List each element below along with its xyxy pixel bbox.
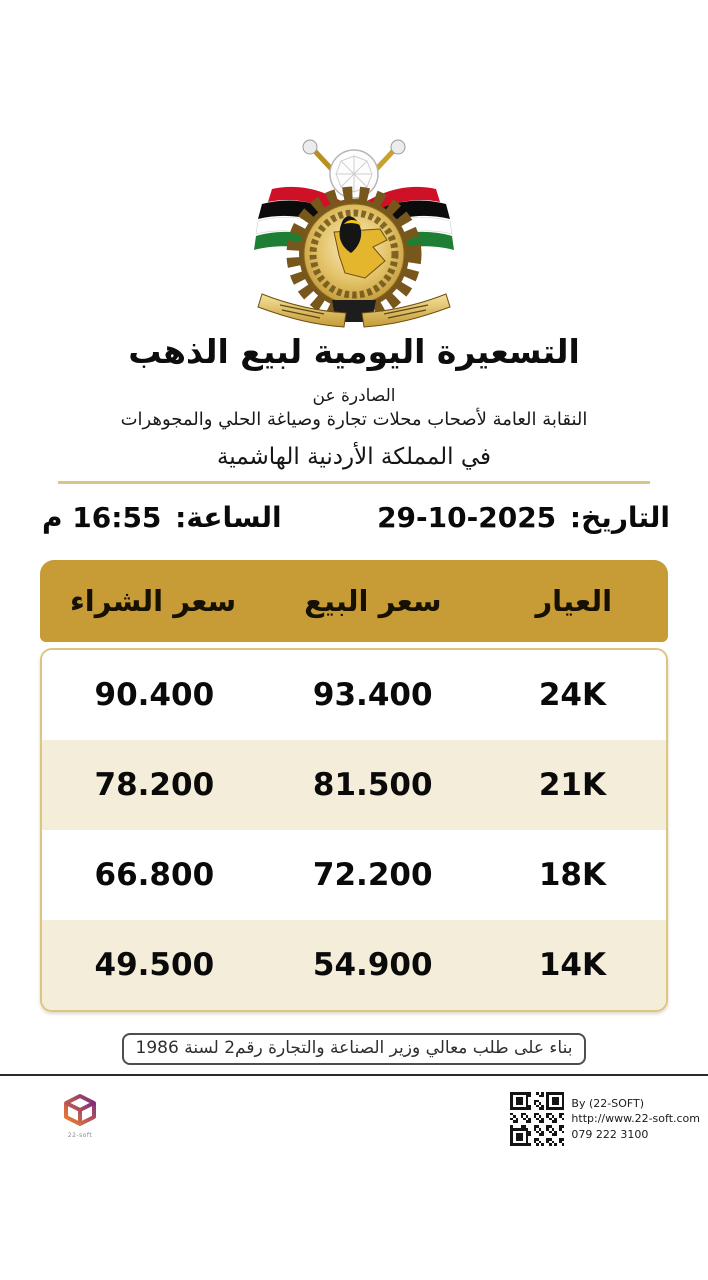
sell-price-cell: 54.900	[312, 947, 433, 983]
credit-phone: 079 222 3100	[571, 1127, 649, 1141]
qr-code	[508, 1090, 566, 1148]
footer	[0, 1084, 708, 1204]
karat-cell: 21K	[538, 767, 606, 803]
time-label: الساعة:	[175, 501, 282, 534]
date-value: 29-10-2025	[377, 501, 557, 534]
footer-divider	[0, 1074, 708, 1076]
developer-logo	[58, 1093, 102, 1139]
table-row-18k	[42, 830, 666, 920]
buy-price-cell: 78.200	[94, 767, 215, 803]
karat-cell: 14K	[538, 947, 606, 983]
buy-price-cell: 66.800	[94, 857, 215, 893]
diamond-icon	[330, 150, 378, 198]
karat-cell: 24K	[538, 677, 606, 713]
date-field	[373, 501, 670, 534]
table-row-24k	[42, 650, 666, 740]
gold-price-table	[40, 560, 668, 1012]
credit-text	[571, 1090, 700, 1142]
column-header-sell-price: سعر البيع	[304, 584, 442, 618]
buy-price-cell: 49.500	[94, 947, 215, 983]
gold-divider	[58, 481, 650, 484]
emblem-area	[0, 0, 708, 330]
sell-price-cell: 93.400	[312, 677, 433, 713]
sell-price-cell: 81.500	[312, 767, 433, 803]
column-header-karat: العيار	[535, 584, 613, 618]
karat-cell: 18K	[538, 857, 606, 893]
time-value: 16:55 م	[42, 501, 162, 534]
cube-logo-icon	[62, 1093, 98, 1127]
credit-website: http://www.22-soft.com	[571, 1112, 700, 1126]
date-label: التاريخ:	[569, 501, 670, 534]
date-time-row	[0, 501, 708, 534]
table-row-21k	[42, 740, 666, 830]
buy-price-cell: 90.400	[94, 677, 215, 713]
syndicate-emblem-logo	[246, 134, 462, 330]
page-title: التسعيرة اليومية لبيع الذهب	[128, 332, 580, 371]
ministry-note: بناء على طلب معالي وزير الصناعة والتجارة رقم2 لسنة 1986	[122, 1033, 587, 1065]
note-area	[0, 1033, 708, 1065]
table-body	[40, 648, 668, 1012]
table-row-14k	[42, 920, 666, 1010]
sell-price-cell: 72.200	[312, 857, 433, 893]
column-header-buy-price: سعر الشراء	[69, 584, 237, 618]
country-line: في المملكة الأردنية الهاشمية	[216, 444, 492, 470]
credit-by-line: By (22-SOFT)	[571, 1097, 645, 1110]
credit-block	[508, 1090, 700, 1148]
table-header-row	[40, 560, 668, 642]
developer-logo-caption: 22-soft	[67, 1132, 93, 1139]
issued-by-line: الصادرة عن	[312, 386, 396, 406]
organization-line: النقابة العامة لأصحاب محلات تجارة وصياغة الحلي والمجوهرات	[120, 409, 588, 430]
time-field	[38, 501, 282, 534]
